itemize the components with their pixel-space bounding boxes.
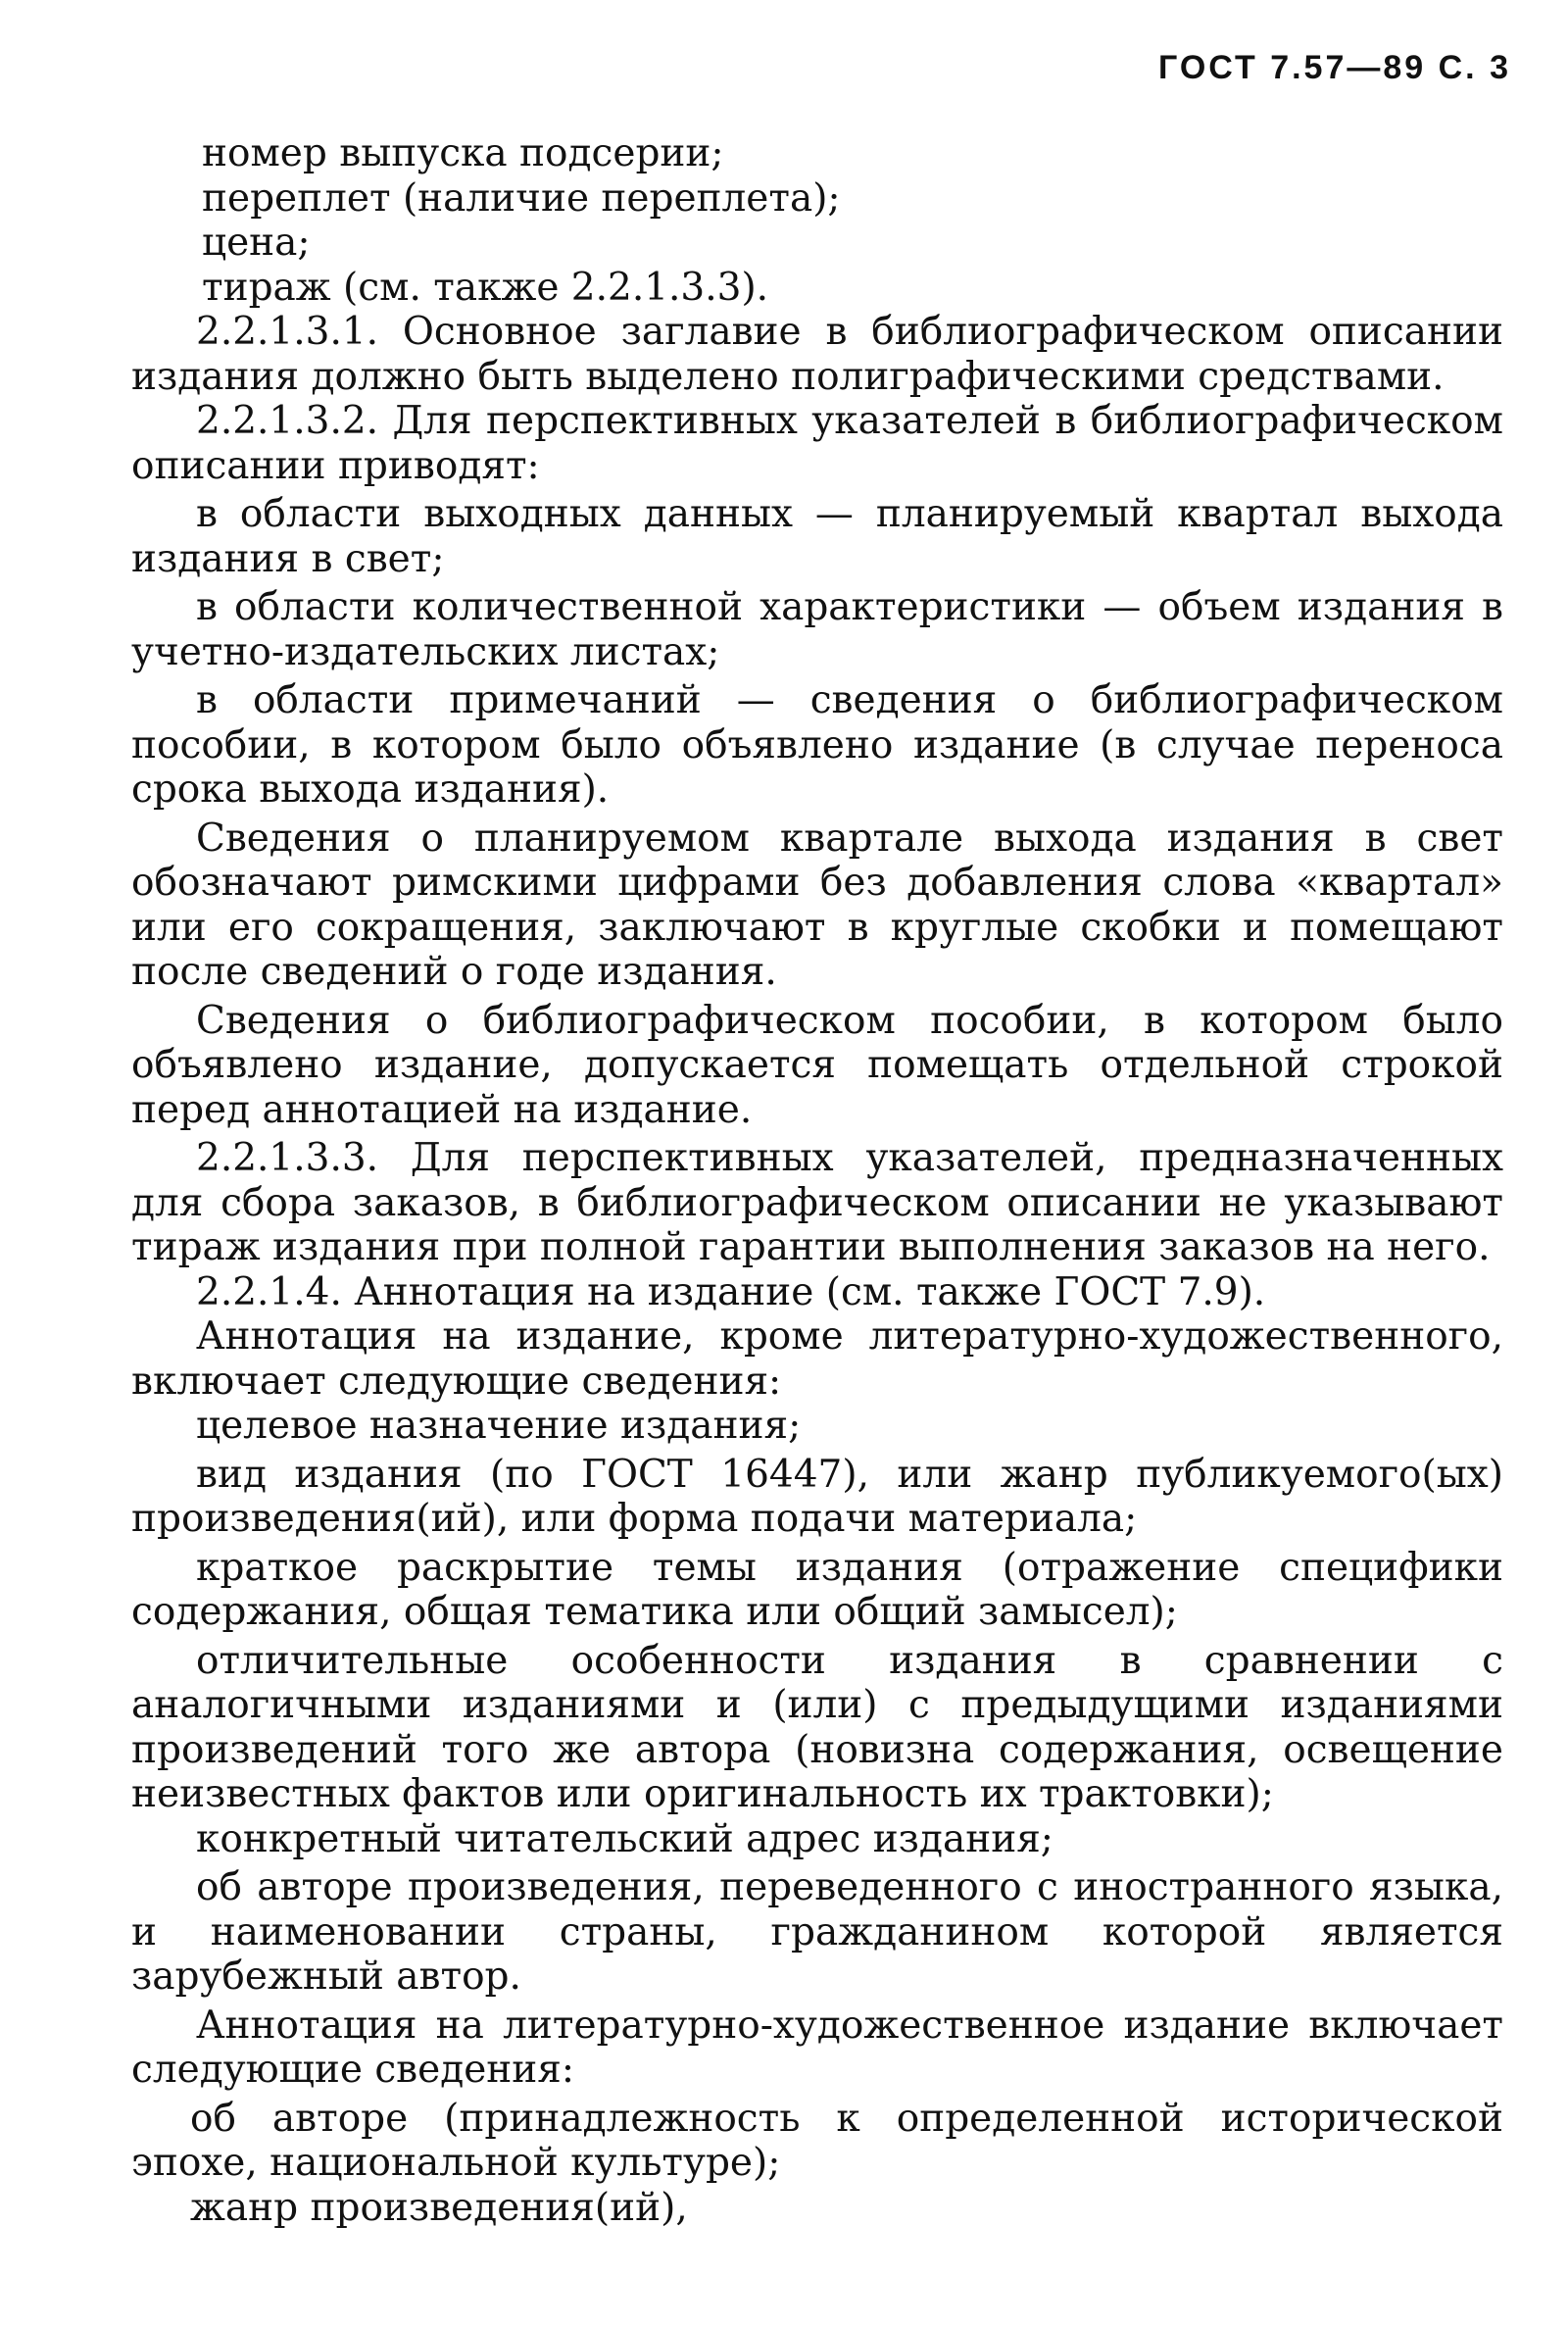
- clause-paragraph: 2.2.1.3.2. Для перспективных указателей в библиографическом описании приводят:: [131, 399, 1503, 488]
- list-item: цена;: [202, 221, 311, 265]
- clause-paragraph: 2.2.1.4. Аннотация на издание (см. также ГОСТ 7.9).: [196, 1269, 1266, 1314]
- body-paragraph: Аннотация на литературно-художественное издание включает следующие сведения:: [131, 2003, 1503, 2092]
- running-header: ГОСТ 7.57—89 С. 3: [1158, 49, 1511, 86]
- list-item: в области выходных данных — планируемый квартал выхода издания в свет;: [131, 492, 1503, 581]
- clause-paragraph: 2.2.1.3.1. Основное заглавие в библиографическом описании издания должно быть выделено полиграфическими средствами.: [131, 310, 1503, 399]
- list-item: краткое раскрытие темы издания (отражение специфики содержания, общая тематика или общий замысел);: [131, 1545, 1503, 1634]
- list-item: конкретный читательский адрес издания;: [196, 1816, 1054, 1861]
- list-item: об авторе произведения, переведенного с иностранного языка, и наименовании страны, гражданином которой является зарубежный автор.: [131, 1865, 1503, 1999]
- body-paragraph: Аннотация на издание, кроме литературно-художественного, включает следующие сведения:: [131, 1314, 1503, 1404]
- list-item: в области примечаний — сведения о библиографическом пособии, в котором было объявлено издание (в случае переноса срока выхода издания).: [131, 678, 1503, 812]
- list-item: целевое назначение издания;: [196, 1404, 802, 1448]
- body-paragraph: Сведения о планируемом квартале выхода издания в свет обозначают римскими цифрами без добавления слова «квартал» или его сокращения, заключают в круглые скобки и помещают после сведений о годе издания.: [131, 816, 1503, 994]
- body-paragraph: Сведения о библиографическом пособии, в котором было объявлено издание, допускается помещать отдельной строкой перед аннотацией на издание.: [131, 998, 1503, 1132]
- list-item: об авторе (принадлежность к определенной исторической эпохе, национальной культуре);: [131, 2096, 1503, 2185]
- document-body: [131, 131, 1503, 2230]
- list-item: переплет (наличие переплета);: [202, 175, 841, 221]
- list-item: в области количественной характеристики — объем издания в учетно-издательских листах;: [131, 585, 1503, 674]
- list-item: отличительные особенности издания в сравнении с аналогичными изданиями и (или) с предыдущими изданиями произведений того же автора (новизна содержания, освещение неизвестных фактов или оригинальность их трактовки);: [131, 1638, 1503, 1816]
- list-item: жанр произведения(ий),: [190, 2185, 688, 2230]
- list-item: вид издания (по ГОСТ 16447), или жанр публикуемого(ых) произведения(ий), или форма подачи материала;: [131, 1452, 1503, 1541]
- clause-paragraph: 2.2.1.3.3. Для перспективных указателей, предназначенных для сбора заказов, в библиографическом описании не указывают тираж издания при полной гарантии выполнения заказов на него.: [131, 1136, 1503, 1269]
- list-item: тираж (см. также 2.2.1.3.3).: [202, 265, 769, 310]
- list-item: номер выпуска подсерии;: [202, 131, 724, 175]
